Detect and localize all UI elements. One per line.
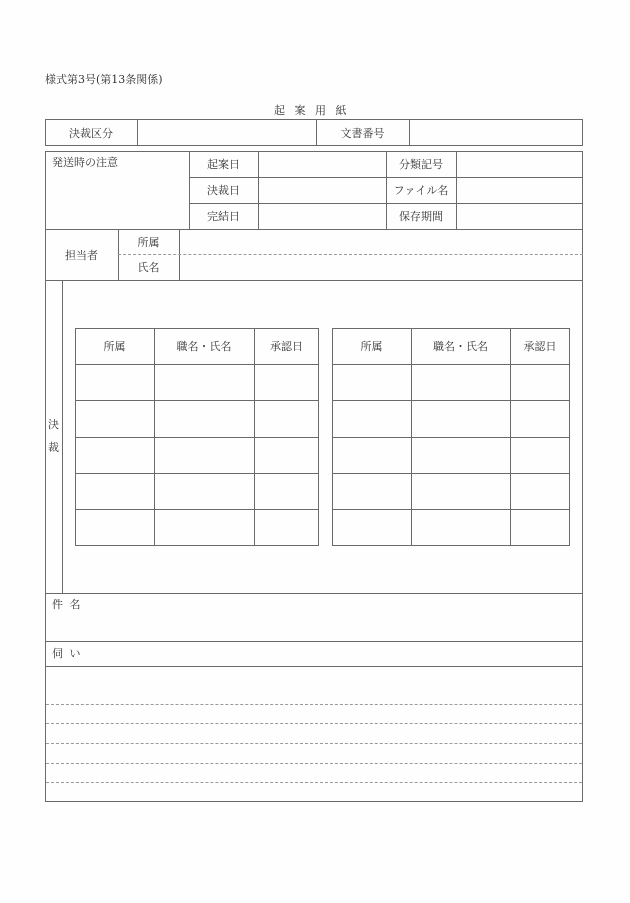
- classification-code-label: 分類記号: [399, 158, 443, 171]
- column-header-title-name: 職名・氏名: [176, 340, 232, 353]
- approval-row[interactable]: [76, 365, 318, 400]
- sending-notes-label: 発送時の注意: [52, 156, 118, 169]
- document-number-field[interactable]: [410, 120, 582, 145]
- draft-date-field[interactable]: [259, 152, 386, 177]
- approval-row[interactable]: [76, 438, 318, 473]
- approval-row[interactable]: [333, 365, 569, 400]
- affiliation-field[interactable]: [180, 230, 582, 254]
- subject-label: 件 名: [52, 598, 81, 611]
- file-name-field[interactable]: [457, 178, 582, 203]
- approval-row[interactable]: [333, 474, 569, 509]
- file-name-label: ファイル名: [393, 184, 449, 197]
- column-header-title-name: 職名・氏名: [433, 340, 488, 353]
- page-title: 起 案 用 紙: [274, 104, 348, 117]
- approval-row[interactable]: [76, 474, 318, 509]
- decision-type-field[interactable]: [138, 120, 316, 145]
- decision-date-label: 決裁日: [207, 184, 240, 197]
- approval-row[interactable]: [333, 510, 569, 545]
- inquiry-text-area[interactable]: [46, 667, 582, 801]
- approval-side-label-2: 裁: [48, 441, 59, 454]
- affiliation-label: 所属: [137, 235, 160, 249]
- column-header-approval-date: 承認日: [523, 340, 557, 353]
- sending-notes-field[interactable]: [46, 170, 189, 228]
- completion-date-label: 完結日: [207, 210, 240, 223]
- column-header-affiliation: 所属: [103, 340, 126, 353]
- person-in-charge-label: 担当者: [65, 248, 98, 262]
- name-field[interactable]: [180, 255, 582, 279]
- inquiry-label: 伺 い: [52, 647, 81, 660]
- completion-date-field[interactable]: [259, 204, 386, 229]
- draft-date-label: 起案日: [207, 158, 240, 171]
- form-number: 様式第3号(第13条関係): [45, 73, 163, 86]
- subject-field[interactable]: [46, 612, 582, 640]
- approval-row[interactable]: [333, 401, 569, 437]
- name-label: 氏名: [137, 261, 160, 274]
- approval-row[interactable]: [333, 438, 569, 473]
- approval-side-label-1: 決: [48, 418, 59, 431]
- approval-row[interactable]: [76, 401, 318, 437]
- column-header-affiliation: 所属: [360, 340, 383, 353]
- decision-date-field[interactable]: [259, 178, 386, 203]
- retention-period-label: 保存期間: [399, 210, 443, 223]
- approval-row[interactable]: [76, 510, 318, 545]
- retention-period-field[interactable]: [457, 204, 582, 229]
- column-header-approval-date: 承認日: [270, 340, 303, 353]
- document-number-label: 文書番号: [340, 126, 385, 140]
- decision-type-label: 決裁区分: [69, 126, 113, 140]
- classification-code-field[interactable]: [457, 152, 582, 177]
